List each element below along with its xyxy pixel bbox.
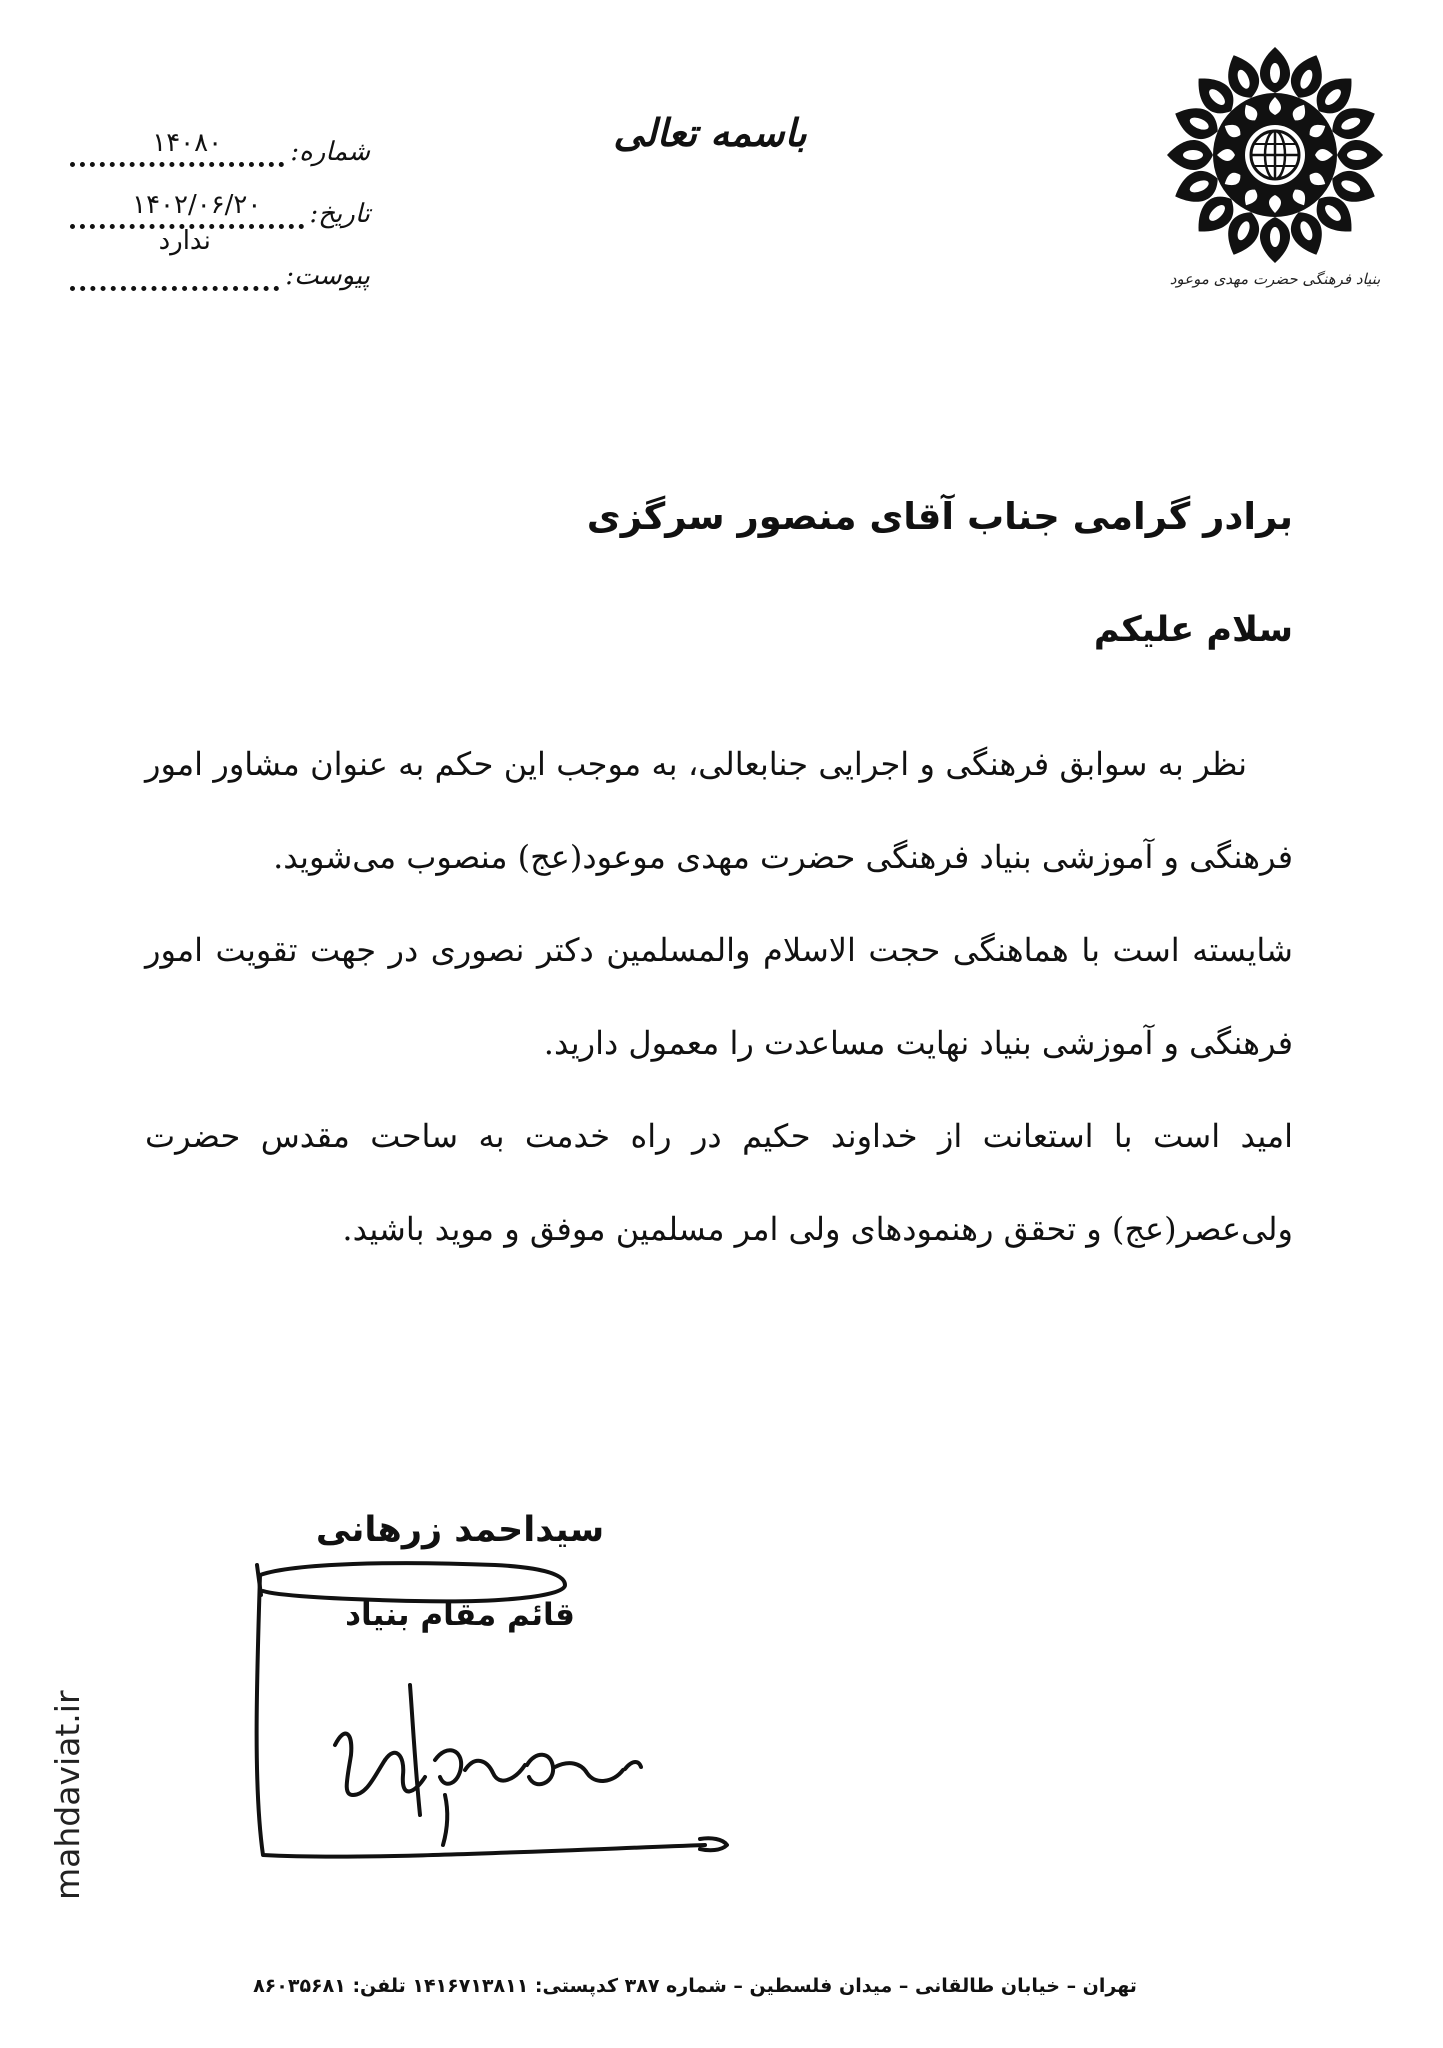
letter-date-label: تاریخ: bbox=[309, 199, 370, 229]
letter-meta bbox=[70, 105, 370, 291]
letter-attachment-label: پیوست: bbox=[285, 261, 370, 291]
letter-number-label: شماره: bbox=[290, 137, 370, 167]
letter-date-row bbox=[70, 167, 370, 229]
letter-attachment-value: ندارد bbox=[158, 226, 211, 256]
organization-logo bbox=[1165, 40, 1385, 300]
body-paragraph: نظر به سوابق فرهنگی و اجرایی جنابعالی، به موجب این حکم به عنوان مشاور امور فرهنگی و آموزشی بنیاد فرهنگی حضرت مهدی موعود(عج) منصوب می‌شوید. bbox=[145, 745, 1293, 876]
letter-date-value: ۱۴۰۲/۰۶/۲۰ bbox=[132, 190, 262, 220]
letter-attachment-row bbox=[70, 226, 370, 291]
letter-attachment-line bbox=[70, 226, 279, 291]
signer-title: قائم مقام بنیاد bbox=[345, 1597, 575, 1633]
body-paragraph: شایسته است با هماهنگی حجت الاسلام والمسلمین دکتر نصوری در جهت تقویت امور فرهنگی و آموزشی بنیاد نهایت مساعدت را معمول دارید. bbox=[145, 931, 1293, 1062]
letter-body bbox=[145, 718, 1293, 1276]
basmala: باسمه تعالی bbox=[613, 110, 807, 155]
recipient-line: برادر گرامی جناب آقای منصور سرگزی bbox=[586, 495, 1293, 538]
emblem-icon bbox=[1165, 40, 1385, 270]
body-paragraph: امید است با استعانت از خداوند حکیم در راه خدمت به ساحت مقدس حضرت ولی‌عصر(عج) و تحقق رهنمودهای ولی امر مسلمین موفق و موید باشید. bbox=[145, 1117, 1294, 1248]
footer-address: تهران – خیابان طالقانی – میدان فلسطین – شماره ۳۸۷ کدپستی: ۱۴۱۶۷۱۳۸۱۱ تلفن: ۸۶۰۳۵۶۸۱ bbox=[253, 1975, 1137, 1997]
website-watermark: mahdaviat.ir bbox=[48, 1690, 87, 1900]
organization-name: بنیاد فرهنگی حضرت مهدی موعود bbox=[1169, 270, 1381, 288]
letter-number-value: ۱۴۰۸۰ bbox=[152, 128, 223, 158]
letter-date-line bbox=[70, 190, 304, 229]
letter-number-line bbox=[70, 128, 284, 167]
letter-number-row bbox=[70, 105, 370, 167]
greeting: سلام علیکم bbox=[1093, 610, 1293, 650]
signer-name: سیداحمد زرهانی bbox=[315, 1510, 605, 1550]
